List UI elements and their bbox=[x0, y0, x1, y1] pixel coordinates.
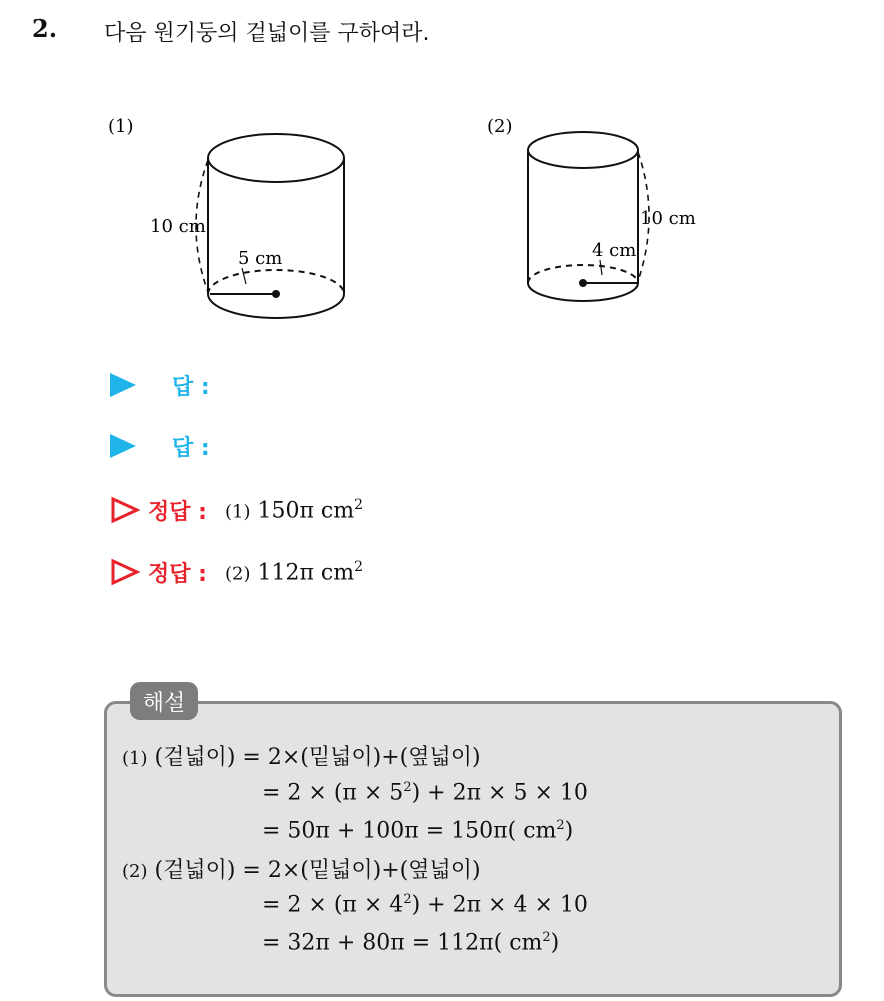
solution-2-line-2: = $2 \times (\pi \times 4^2) + 2\pi \times 4 \times 10$ bbox=[262, 892, 588, 918]
play-icon bbox=[110, 373, 136, 397]
answer-label: 답 : bbox=[172, 374, 210, 400]
outline-triangle-icon bbox=[110, 496, 140, 524]
figure-2-height-label: 10 cm bbox=[640, 208, 696, 229]
correct-answer-label: 정답 : bbox=[148, 499, 207, 525]
correct-answer-value: (1) 150π $cm^2$ bbox=[224, 496, 364, 524]
cylinder-2 bbox=[487, 116, 696, 301]
figure-1-height-label: 10 cm bbox=[150, 216, 206, 237]
cylinder-figures bbox=[0, 0, 884, 340]
figure-2-label: (2) bbox=[487, 116, 513, 137]
question-text: 다음 원기둥의 겉넓이를 구하여라. bbox=[104, 21, 430, 46]
correct-answer-row-1 bbox=[110, 494, 363, 526]
figure-2-radius-label: 4 cm bbox=[592, 240, 637, 261]
correct-answer-label: 정답 : bbox=[148, 561, 207, 587]
answer-row-1 bbox=[110, 369, 210, 401]
correct-answer-value: (2) 112π $cm^2$ bbox=[224, 558, 364, 586]
play-icon bbox=[110, 434, 136, 458]
figure-1-label: (1) bbox=[108, 116, 134, 137]
solution-1-line-2: = $2 \times (\pi \times 5^2) + 2\pi \times 5 \times 10$ bbox=[262, 780, 588, 806]
solution-2-line-3: = 32π + 80π = 112π( $cm^2$) bbox=[262, 930, 560, 956]
solution-1-line-1: (1) (겉넓이) = 2×(밑넓이)+(옆넓이) bbox=[122, 745, 481, 770]
question-number: 2. bbox=[32, 14, 58, 43]
answer-label: 답 : bbox=[172, 435, 210, 461]
answer-row-2 bbox=[110, 430, 210, 462]
solution-tag: 해설 bbox=[130, 682, 198, 720]
correct-answer-row-2 bbox=[110, 556, 363, 588]
outline-triangle-icon bbox=[110, 558, 140, 586]
figure-1-radius-label: 5 cm bbox=[238, 248, 283, 269]
cylinder-1 bbox=[108, 116, 344, 318]
solution-2-line-1: (2) (겉넓이) = 2×(밑넓이)+(옆넓이) bbox=[122, 858, 481, 883]
solution-1-line-3: = 50π + 100π = 150π( $cm^2$) bbox=[262, 818, 574, 844]
